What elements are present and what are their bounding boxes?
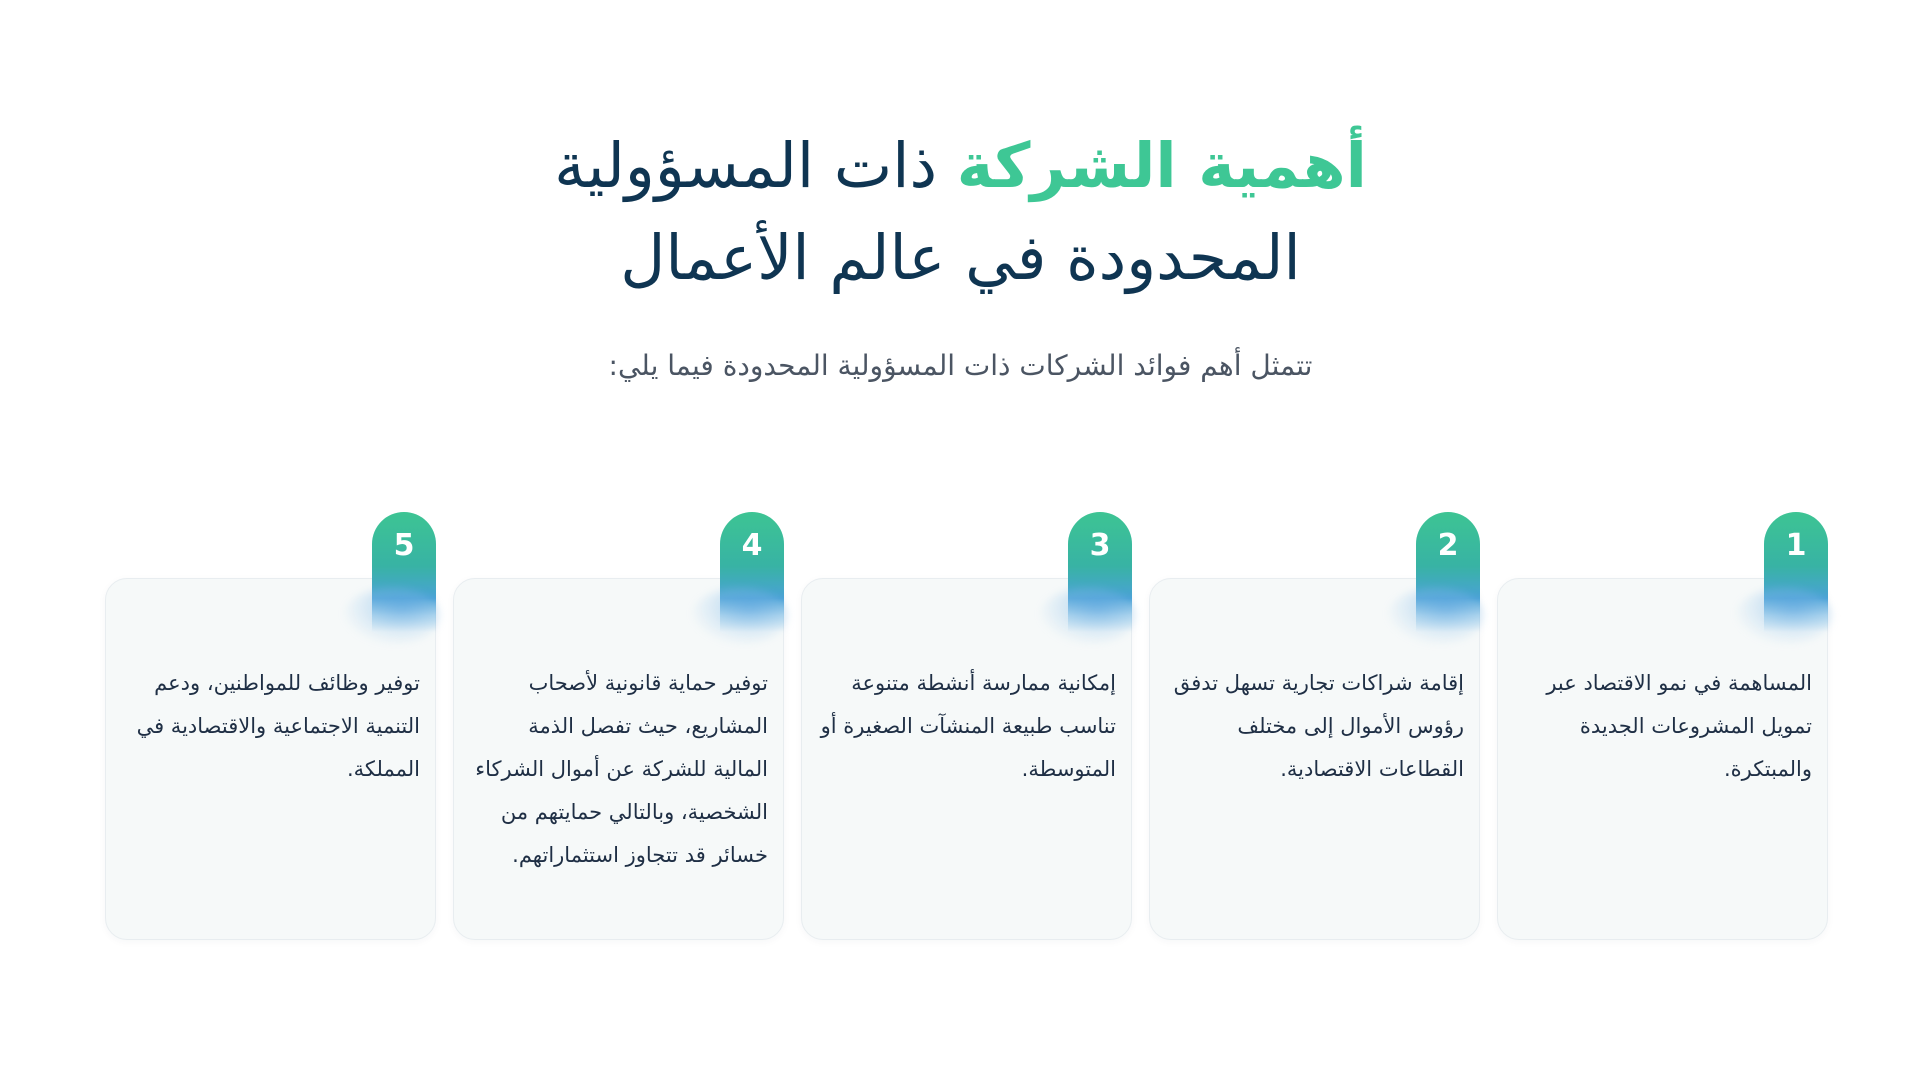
benefit-card-4 xyxy=(453,512,784,942)
benefit-card-2 xyxy=(1149,512,1480,942)
number-tab xyxy=(1068,512,1132,632)
benefit-card-5 xyxy=(105,512,436,942)
number-tab xyxy=(720,512,784,632)
title-accent: أهمية الشركة xyxy=(956,129,1367,202)
card-number: 5 xyxy=(393,528,415,563)
title-rest: ذات المسؤولية xyxy=(554,129,957,202)
hero-section xyxy=(0,120,1921,386)
card-text: توفير حماية قانونية لأصحاب المشاريع، حيث تفصل الذمة المالية للشركة عن أموال الشركاء الشخصية، وبالتالي حمايتهم من خسائر قد تتجاوز استثماراتهم. xyxy=(475,671,768,867)
number-tab xyxy=(372,512,436,632)
card-number: 4 xyxy=(741,528,763,563)
benefit-card-1 xyxy=(1497,512,1828,942)
title-line2: المحدودة في عالم الأعمال xyxy=(620,221,1301,294)
card-text: توفير وظائف للمواطنين، ودعم التنمية الاجتماعية والاقتصادية في المملكة. xyxy=(136,671,420,781)
card-text: إمكانية ممارسة أنشطة متنوعة تناسب طبيعة المنشآت الصغيرة أو المتوسطة. xyxy=(820,671,1116,781)
number-tab xyxy=(1764,512,1828,632)
card-number: 2 xyxy=(1437,528,1459,563)
card-number: 3 xyxy=(1089,528,1111,563)
card-number: 1 xyxy=(1785,528,1807,563)
card-text: إقامة شراكات تجارية تسهل تدفق رؤوس الأموال إلى مختلف القطاعات الاقتصادية. xyxy=(1173,671,1464,781)
benefits-cards xyxy=(105,512,1828,942)
page-title xyxy=(0,120,1921,304)
subtitle: تتمثل أهم فوائد الشركات ذات المسؤولية المحدودة فيما يلي: xyxy=(608,349,1313,382)
benefit-card-3 xyxy=(801,512,1132,942)
card-text: المساهمة في نمو الاقتصاد عبر تمويل المشروعات الجديدة والمبتكرة. xyxy=(1546,671,1812,781)
number-tab xyxy=(1416,512,1480,632)
